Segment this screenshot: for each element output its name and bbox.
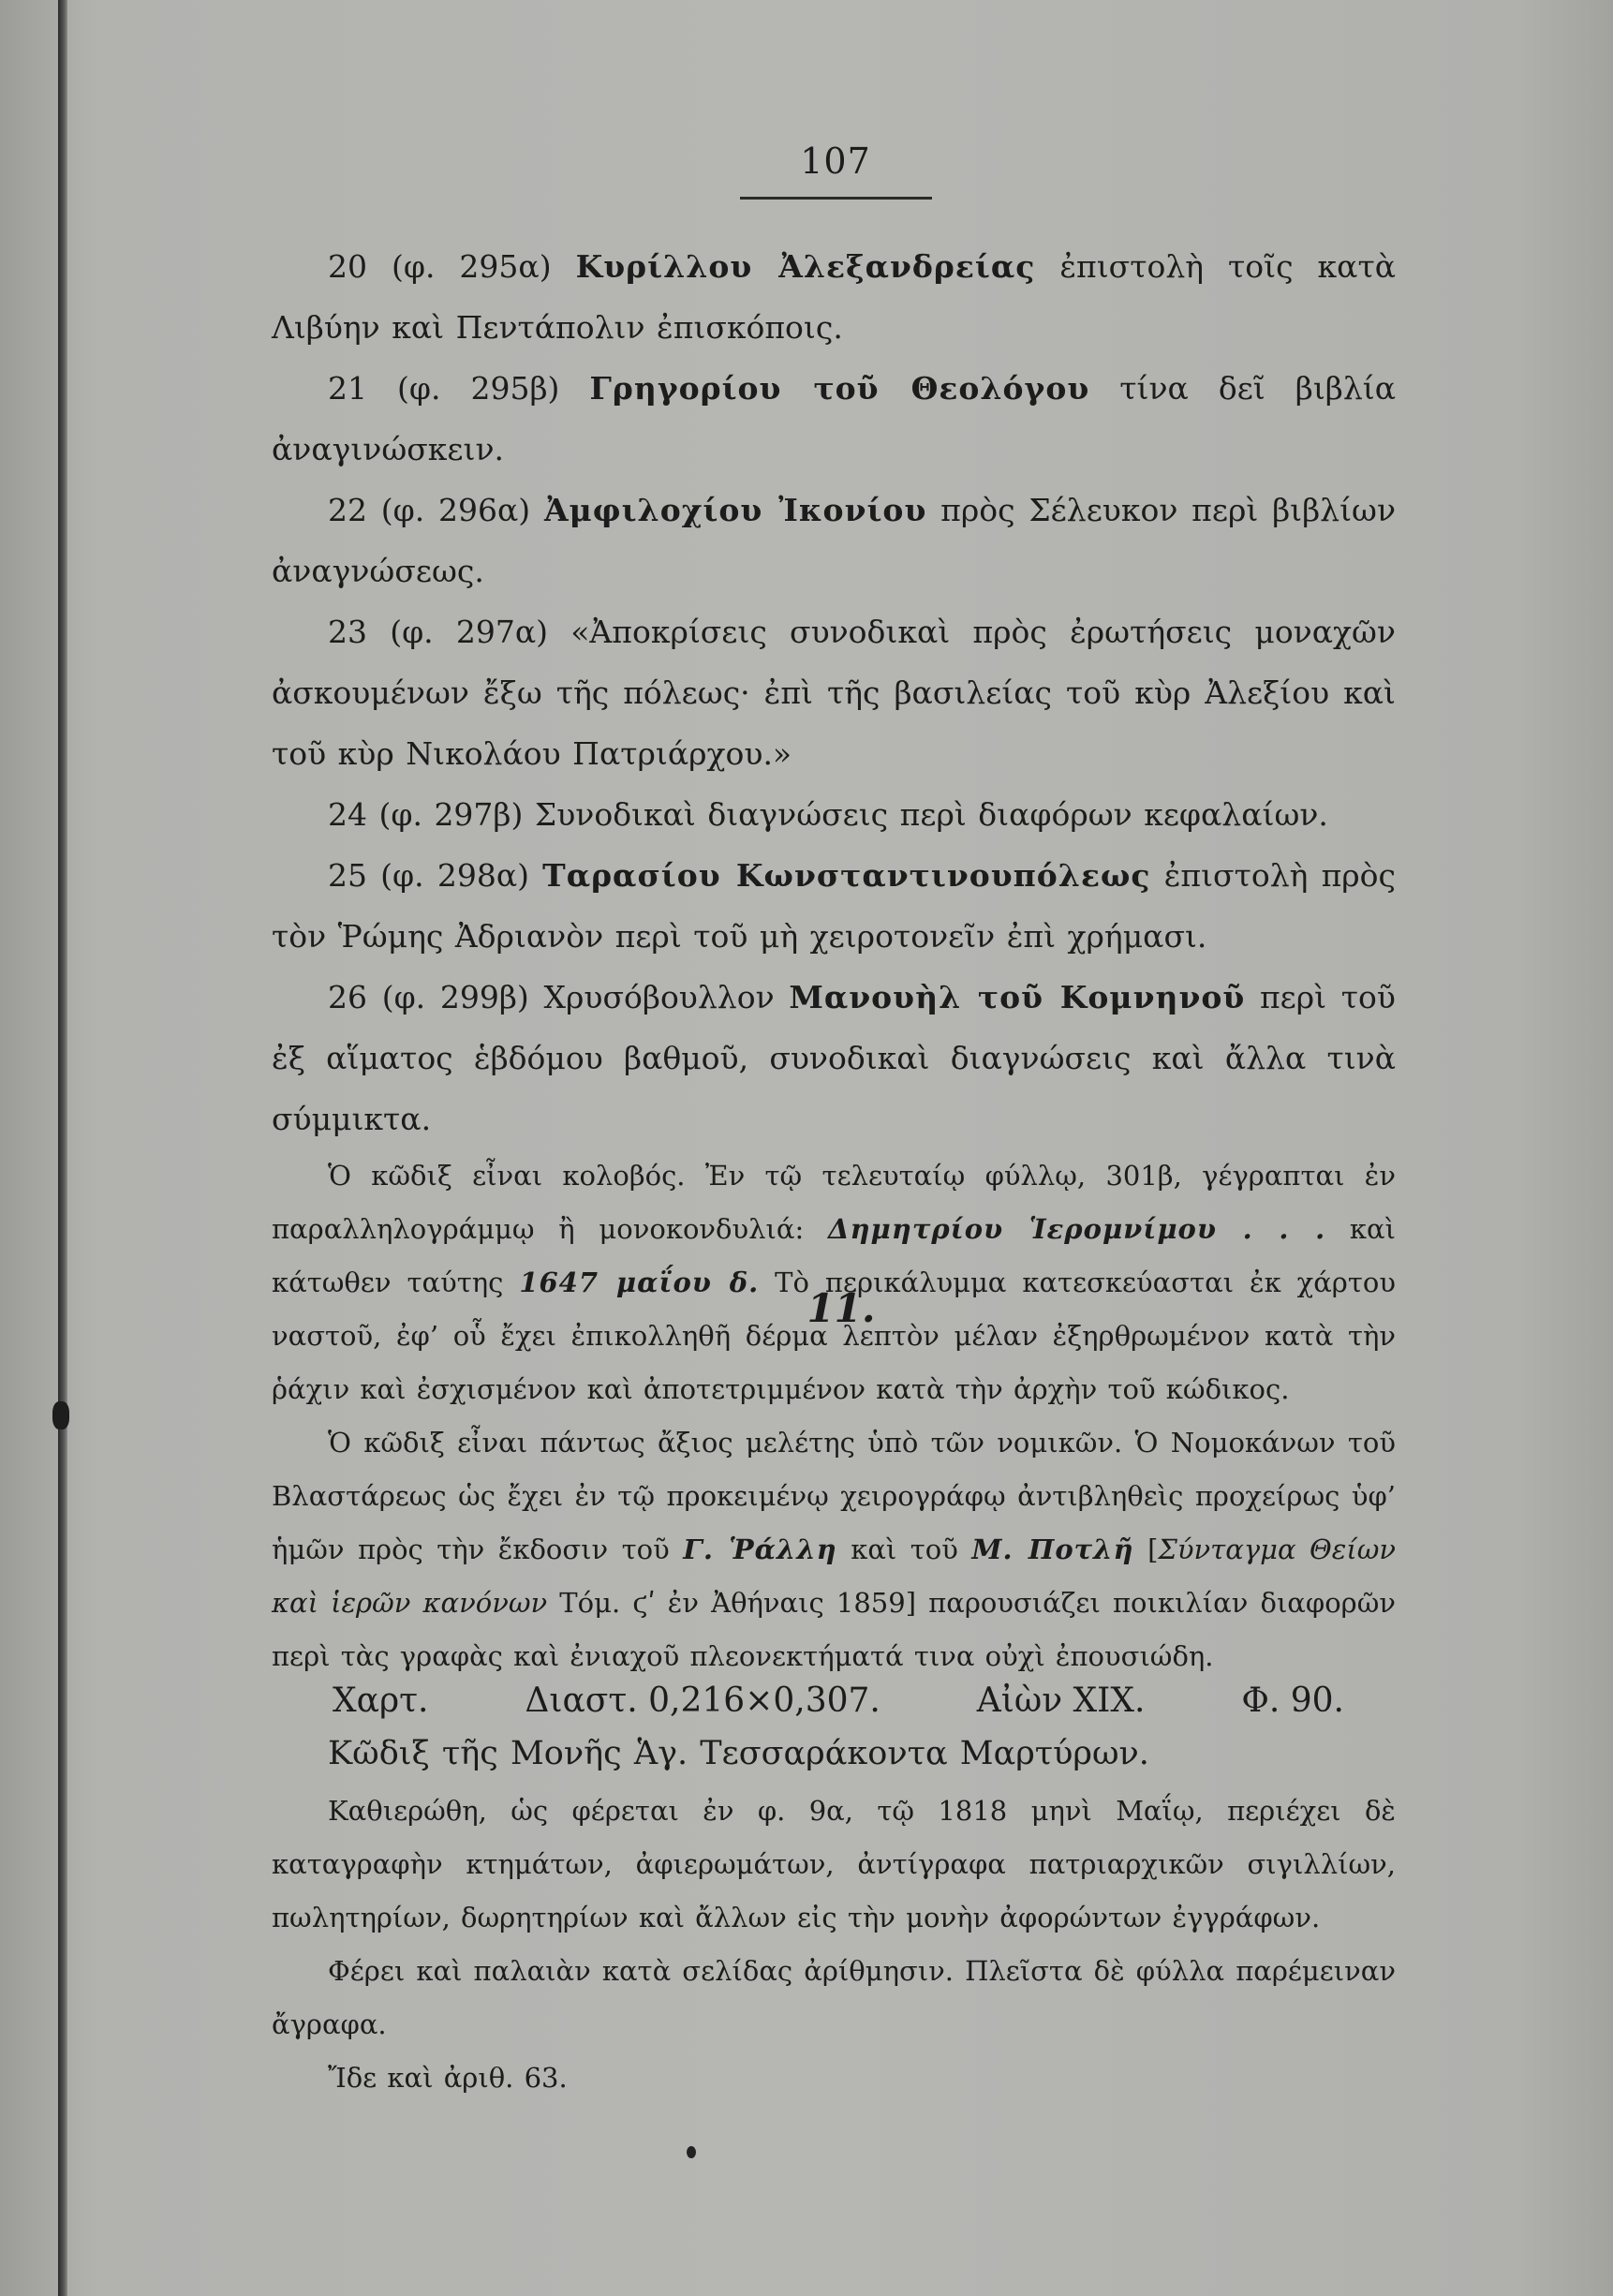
- entry-21: 21 (φ. 295β) Γρηγορίου τοῦ Θεολόγου τίνα δεῖ βιβλία ἀναγινώσκειν.: [272, 370, 1396, 467]
- codex-paragraph-3: Ἴδε καὶ ἀριθ. 63.: [328, 2062, 568, 2094]
- entries-block: [272, 236, 1396, 1683]
- entry-25: 25 (φ. 298α) Ταρασίου Κωνσταντινουπόλεως ἐπιστολὴ πρὸς τὸν Ῥώμης Ἀδριανὸν περὶ τοῦ μὴ χειροτονεῖν ἐπὶ χρήμασι.: [272, 857, 1397, 955]
- ink-mark: [52, 1401, 69, 1429]
- entry-20: 20 (φ. 295α) Κυρίλλου Ἀλεξανδρείας ἐπιστολὴ τοῖς κατὰ Λιβύην καὶ Πεντάπολιν ἐπισκόποις.: [272, 248, 1396, 346]
- codex-description: [272, 1724, 1396, 2105]
- codex-paragraph-1: Καθιερώθη, ὡς φέρεται ἐν φ. 9α, τῷ 1818 μηνὶ Μαΐῳ, περιέχει δὲ καταγραφὴν κτημάτων, ἀφιερωμάτων, ἀντίγραφα πατριαρχικῶν σιγιλλίων, πωλητηρίων, δωρητηρίων καὶ ἄλλων εἰς τὴν μονὴν ἀφορώντων ἐγγράφων.: [272, 1795, 1396, 1933]
- entry-24: 24 (φ. 297β) Συνοδικαὶ διαγνώσεις περὶ διαφόρων κεφαλαίων.: [328, 796, 1328, 833]
- page-number: 107: [800, 141, 871, 182]
- entry-26: 26 (φ. 299β) Χρυσόβουλλον Μανουὴλ τοῦ Κομνηνοῦ περὶ τοῦ ἐξ αἵματος ἑβδόμου βαθμοῦ, συνοδικαὶ διαγνώσεις καὶ ἄλλα τινὰ σύμμικτα.: [272, 979, 1396, 1137]
- note-nomocanon: Ὁ κῶδιξ εἶναι πάντως ἄξιος μελέτης ὑπὸ τῶν νομικῶν. Ὁ Νομοκάνων τοῦ Βλαστάρεως ὡς ἔχει ἐν τῷ προκειμένῳ χειρογράφῳ ἀντιβληθεὶς προχείρως ὑφ’ ἡμῶν πρὸς τὴν ἔκδοσιν τοῦ Γ. Ῥάλλη καὶ τοῦ Μ. Ποτλῆ [Σύνταγμα Θείων καὶ ἱερῶν κανόνων Τόμ. ϛʹ ἐν Ἀθήναις 1859] παρουσιάζει ποικιλίαν διαφορῶν περὶ τὰς γραφὰς καὶ ἐνιαχοῦ πλεονεκτήματά τινα οὐχὶ ἐπουσιώδη.: [272, 1427, 1396, 1672]
- binding-edge: [58, 0, 67, 2296]
- note-codex-mutilated: Ὁ κῶδιξ εἶναι κολοβός. Ἐν τῷ τελευταίῳ φύλλῳ, 301β, γέγραπται ἐν παραλληλογράμμῳ ἢ μονοκονδυλιά: Δημητρίου Ἱερομνίμου . . . καὶ κάτωθεν ταύτης 1647 μαΐου δ. Τὸ περικάλυμμα κατεσκεύασται ἐκ χάρτου ναστοῦ, ἐφ’ οὗ ἔχει ἐπικολληθῆ δέρμα λεπτὸν μέλαν ἐξηρθρωμένον κατὰ τὴν ῥάχιν καὶ ἐσχισμένον καὶ ἀποτετριμμένον κατὰ τὴν ἀρχὴν τοῦ κώδικος.: [272, 1160, 1396, 1405]
- page-number-rule: [740, 197, 932, 200]
- meta-folios: Φ. 90.: [1241, 1681, 1344, 1720]
- entry-22: 22 (φ. 296α) Ἀμφιλοχίου Ἰκονίου πρὸς Σέλευκον περὶ βιβλίων ἀναγνώσεως.: [272, 492, 1397, 589]
- codex-meta-line: [333, 1681, 1344, 1720]
- ink-dot: [687, 2146, 696, 2158]
- meta-century: Αἰὼν XIX.: [976, 1681, 1146, 1720]
- meta-dimensions: Διαστ. 0,216×0,307.: [525, 1681, 880, 1720]
- entry-23: 23 (φ. 297α) «Ἀποκρίσεις συνοδικαὶ πρὸς ἐρωτήσεις μοναχῶν ἀσκουμένων ἔξω τῆς πόλεως· ἐπὶ τῆς βασιλείας τοῦ κὺρ Ἀλεξίου καὶ τοῦ κὺρ Νικολάου Πατριάρχου.»: [272, 614, 1396, 772]
- codex-title: Κῶδιξ τῆς Μονῆς Ἁγ. Τεσσαράκοντα Μαρτύρων.: [328, 1735, 1149, 1772]
- section-number: 11.: [806, 1285, 876, 1331]
- meta-material: Χαρτ.: [333, 1681, 429, 1720]
- codex-paragraph-2: Φέρει καὶ παλαιὰν κατὰ σελίδας ἀρίθμησιν. Πλεῖστα δὲ φύλλα παρέμειναν ἄγραφα.: [272, 1955, 1396, 2040]
